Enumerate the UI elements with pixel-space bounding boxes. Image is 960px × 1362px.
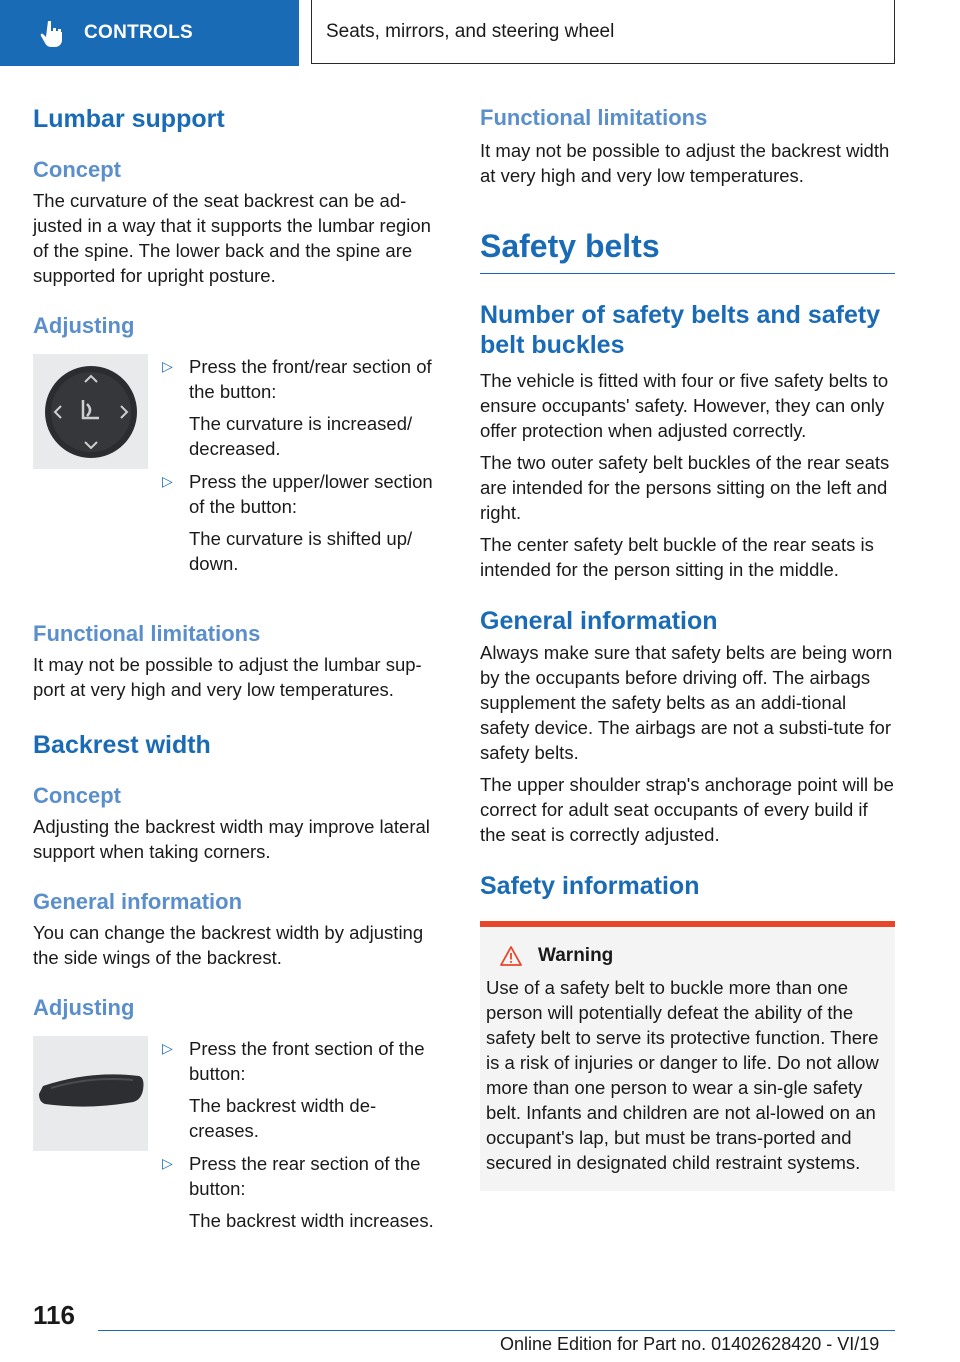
backrest-width-heading: Backrest width: [33, 731, 211, 759]
chapter-tab[interactable]: [0, 0, 299, 66]
step-action: Press the rear section of the button:: [189, 1153, 421, 1199]
chapter-tab-label: CONTROLS: [84, 22, 194, 43]
lumbar-control-icon: [39, 360, 143, 464]
adjusting-heading: Adjusting: [33, 313, 135, 338]
functional-limitations-heading-right: Functional limitations: [480, 105, 708, 130]
backrest-concept-heading: Concept: [33, 783, 121, 808]
concept-text: The curvature of the seat backrest can be ad-justed in a way that it supports the lumbar region of the spine. The lower back and the spine are supported for upright posture.: [33, 190, 431, 286]
right-column: [480, 100, 895, 1191]
chapter-title: Seats, mirrors, and steering wheel: [326, 20, 615, 42]
footer-rule: [98, 1330, 895, 1331]
number-of-belts-heading: Number of safety belts and safety belt buckles: [480, 301, 881, 359]
chapter-title-box: [311, 0, 895, 64]
number-paragraph-2: The two outer safety belt buckles of the rear seats are intended for the persons sitting on the left and right.: [480, 452, 890, 523]
warning-title: Warning: [538, 945, 614, 966]
safety-belts-heading: Safety belts: [480, 228, 660, 264]
page-header: [0, 0, 960, 66]
step-action: Press the upper/lower section of the button:: [189, 471, 433, 517]
step-result: The backrest width increases.: [189, 1210, 434, 1231]
list-item: [162, 354, 443, 461]
warning-triangle-icon: [500, 946, 522, 966]
warning-text: Use of a safety belt to buckle more than one person will potentially defeat the ability of the safety belt to serve its protective function. There is a risk of injuries or danger to life. Do not allow more than one person to wear a sin-gle safety belt. Infants and children are not al-lowed on an occupant's lap, but must be trans-ported and secured in designated child restraint systems.: [486, 977, 879, 1173]
lumbar-support-heading: Lumbar support: [33, 105, 225, 133]
safety-information-heading: Safety information: [480, 872, 700, 900]
step-result: The curvature is shifted up/ down.: [189, 528, 413, 574]
list-item: [162, 1151, 443, 1233]
concept-heading: Concept: [33, 157, 121, 182]
step-action: Press the front section of the button:: [189, 1038, 425, 1084]
backrest-steps: [162, 1036, 443, 1241]
backrest-adjust-block: [33, 1036, 443, 1241]
triangle-bullet-icon: ▷: [162, 1155, 173, 1171]
lumbar-button-image: [33, 354, 148, 469]
triangle-bullet-icon: ▷: [162, 1040, 173, 1056]
triangle-bullet-icon: ▷: [162, 473, 173, 489]
general-paragraph-1: Always make sure that safety belts are being worn by the occupants before driving off. The airbags supplement the safety belts as an addi-tional safety device. The airbags are not a substi-tute for safety belts.: [480, 642, 893, 763]
hand-pointer-icon: [40, 19, 66, 47]
warning-box: [480, 921, 895, 1191]
backrest-button-image: [33, 1036, 148, 1151]
list-item: [162, 469, 443, 576]
general-information-heading-right: General information: [480, 607, 718, 635]
left-column: [33, 100, 443, 1241]
general-information-text: You can change the backrest width by adjusting the side wings of the backrest.: [33, 922, 424, 968]
lumbar-steps: [162, 354, 443, 584]
step-action: Press the front/rear section of the button:: [189, 356, 432, 402]
page-number: 116: [33, 1300, 75, 1330]
edition-text: Online Edition for Part no. 01402628420 - VI/19: [500, 1334, 880, 1354]
functional-limitations-text-right: It may not be possible to adjust the backrest width at very high and very low temperatures.: [480, 140, 890, 186]
warning-header: [486, 945, 889, 967]
general-paragraph-2: The upper shoulder strap's anchorage point will be correct for adult seat occupants of every build if the seat is correctly adjusted.: [480, 774, 894, 845]
backrest-concept-text: Adjusting the backrest width may improve lateral support when taking corners.: [33, 816, 430, 862]
functional-limitations-text: It may not be possible to adjust the lumbar sup-port at very high and very low temperatures.: [33, 654, 422, 700]
number-paragraph-1: The vehicle is fitted with four or five safety belts to ensure occupants' safety. However, they can only offer protection when adjusted correctly.: [480, 370, 889, 441]
number-paragraph-3: The center safety belt buckle of the rear seats is intended for the person sitting in the middle.: [480, 534, 874, 580]
step-result: The curvature is increased/ decreased.: [189, 413, 413, 459]
lumbar-adjust-block: [33, 354, 443, 584]
backrest-control-icon: [37, 1064, 145, 1124]
list-item: [162, 1036, 443, 1143]
functional-limitations-heading: Functional limitations: [33, 621, 261, 646]
section-rule: [480, 273, 895, 274]
step-result: The backrest width de-creases.: [189, 1095, 377, 1141]
adjusting-heading-2: Adjusting: [33, 995, 135, 1020]
triangle-bullet-icon: ▷: [162, 358, 173, 374]
general-information-heading: General information: [33, 889, 243, 914]
